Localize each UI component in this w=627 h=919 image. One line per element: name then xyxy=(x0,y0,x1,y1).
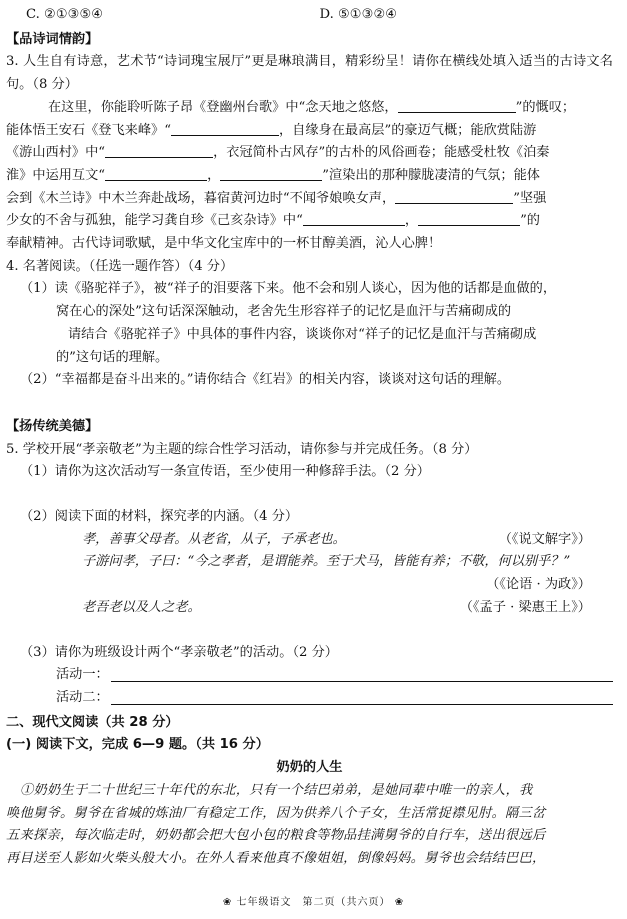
q5-part1: （1）请你为这次活动写一条宣传语，至少使用一种修辞手法。（2 分） xyxy=(20,464,430,480)
section-poetry-heading: 【品诗词情韵】 xyxy=(6,31,99,47)
sub-section-heading: (一) 阅读下文，完成 6—9 题。（共 16 分） xyxy=(6,737,269,753)
q3-line: 少女的不舍与孤独，能学习龚自珍《己亥杂诗》中“ ， ”的 xyxy=(6,213,540,229)
q3-line: 《游山西村》中“ ，衣冠简朴古风存”的古朴的风俗画卷；能感受杜牧《泊秦 xyxy=(6,145,550,161)
section-virtue-heading: 【扬传统美德】 xyxy=(6,418,99,434)
q3-stem: 3. 人生自有诗意，艺术节“诗词瑰宝展厅”更是琳琅满目，精彩纷呈！请你在横线处填入适当的古诗文名句。（8 分） xyxy=(6,54,613,93)
q4-stem: 4. 名著阅读。（任选一题作答）（4 分） xyxy=(6,258,234,274)
q4-part2: （2）“幸福都是奋斗出来的。”请你结合《红岩》的相关内容，谈谈对这句话的理解。 xyxy=(20,372,511,388)
q4-part1: 的”这句话的理解。 xyxy=(56,349,169,365)
answer-blank[interactable] xyxy=(418,212,520,226)
question-3 xyxy=(6,51,613,255)
q3-line: 在这里，你能聆听陈子昂《登幽州台歌》中“念天地之悠悠， ”的慨叹； xyxy=(48,99,576,115)
activity-two-blank[interactable] xyxy=(111,691,613,705)
q3-line: 淮》中运用互文“ ， ”渲染出的那种朦胧凄清的气氛；能体 xyxy=(6,167,540,183)
passage-line: 五来探亲，每次临走时，奶奶都会把大包小包的粮食等物品挂满舅爷的自行车，送出很远后 xyxy=(6,828,546,844)
q3-line: 奉献精神。古代诗词歌赋，是中华文化宝库中的一杯甘醇美酒，沁人心脾！ xyxy=(6,236,442,252)
section-modern-heading: 二、现代文阅读（共 28 分） xyxy=(6,714,179,730)
answer-blank[interactable] xyxy=(395,189,513,203)
q4-part1: 窝在心的深处”这句话深深触动，老舍先生形容祥子的记忆是血汗与苦痛砌成的 xyxy=(56,304,512,320)
activity-one-line[interactable]: 活动一： xyxy=(6,664,613,687)
answer-blank[interactable] xyxy=(171,121,279,135)
option-d: D. ⑤①③②④ xyxy=(319,7,398,22)
passage-line: 唤他舅爷。舅爷在省城的炼油厂有稳定工作，因为供养八个子女，生活常捉襟见肘。隔三岔 xyxy=(6,805,546,821)
material-2-source: （《论语 · 为政》） xyxy=(486,577,591,593)
answer-blank[interactable] xyxy=(398,99,516,113)
decor-flower-icon: ❀ xyxy=(394,896,405,908)
passage-line: ①奶奶生于二十世纪三十年代的东北，只有一个结巴弟弟，是她同辈中唯一的亲人，我 xyxy=(20,782,533,798)
reading-passage xyxy=(6,757,613,871)
material-2: 子游问孝，子曰：“今之孝者，是谓能养。至于犬马，皆能有养；不敬，何以别乎？” xyxy=(82,554,571,570)
answer-blank[interactable] xyxy=(105,167,207,181)
question-4 xyxy=(6,256,613,392)
answer-blank[interactable] xyxy=(105,144,213,158)
question-5 xyxy=(6,439,613,710)
option-c: C. ②①③⑤④ xyxy=(26,7,104,22)
decor-flower-icon: ❀ xyxy=(222,896,233,908)
passage-title: 奶奶的人生 xyxy=(276,760,343,776)
answer-options xyxy=(6,4,613,27)
q5-part3: （3）请你为班级设计两个“孝亲敬老”的活动。（2 分） xyxy=(20,644,338,660)
answer-blank[interactable] xyxy=(220,167,322,181)
q3-line: 能体悟王安石《登飞来峰》“ ，自缘身在最高层”的豪迈气概；能欣赏陆游 xyxy=(6,122,537,138)
q5-stem: 5. 学校开展“孝亲敬老”为主题的综合性学习活动，请你参与并完成任务。（8 分） xyxy=(6,441,478,457)
page-footer: ❀ 七年级语文 第二页（共六页） ❀ xyxy=(222,896,405,908)
q5-part2: （2）阅读下面的材料，探究孝的内涵。（4 分） xyxy=(20,509,299,525)
q3-line: 会到《木兰诗》中木兰奔赴战场，暮宿黄河边时“不闻爷娘唤女声， ”坚强 xyxy=(6,190,547,206)
q4-part1: 请结合《骆驼祥子》中具体的事件内容，谈谈你对“祥子的记忆是血汗与苦痛砌成 xyxy=(68,326,537,342)
passage-line: 再目送至人影如火柴头般大小。在外人看来他真不像姐姐，倒像妈妈。舅爷也会结结巴巴， xyxy=(6,850,546,866)
material-1: 孝，善事父母者。从老省，从子，子承老也。 （《说文解字》） xyxy=(82,531,591,547)
answer-blank[interactable] xyxy=(303,212,405,226)
material-3: 老吾老以及人之老。 （《孟子 · 梁惠王上》） xyxy=(82,599,591,615)
activity-two-line[interactable]: 活动二： xyxy=(6,687,613,710)
q4-part1: （1）读《骆驼祥子》，被“祥子的泪要落下来。他不会和别人谈心，因为他的话都是血做的， xyxy=(20,281,557,297)
activity-one-blank[interactable] xyxy=(111,668,613,682)
